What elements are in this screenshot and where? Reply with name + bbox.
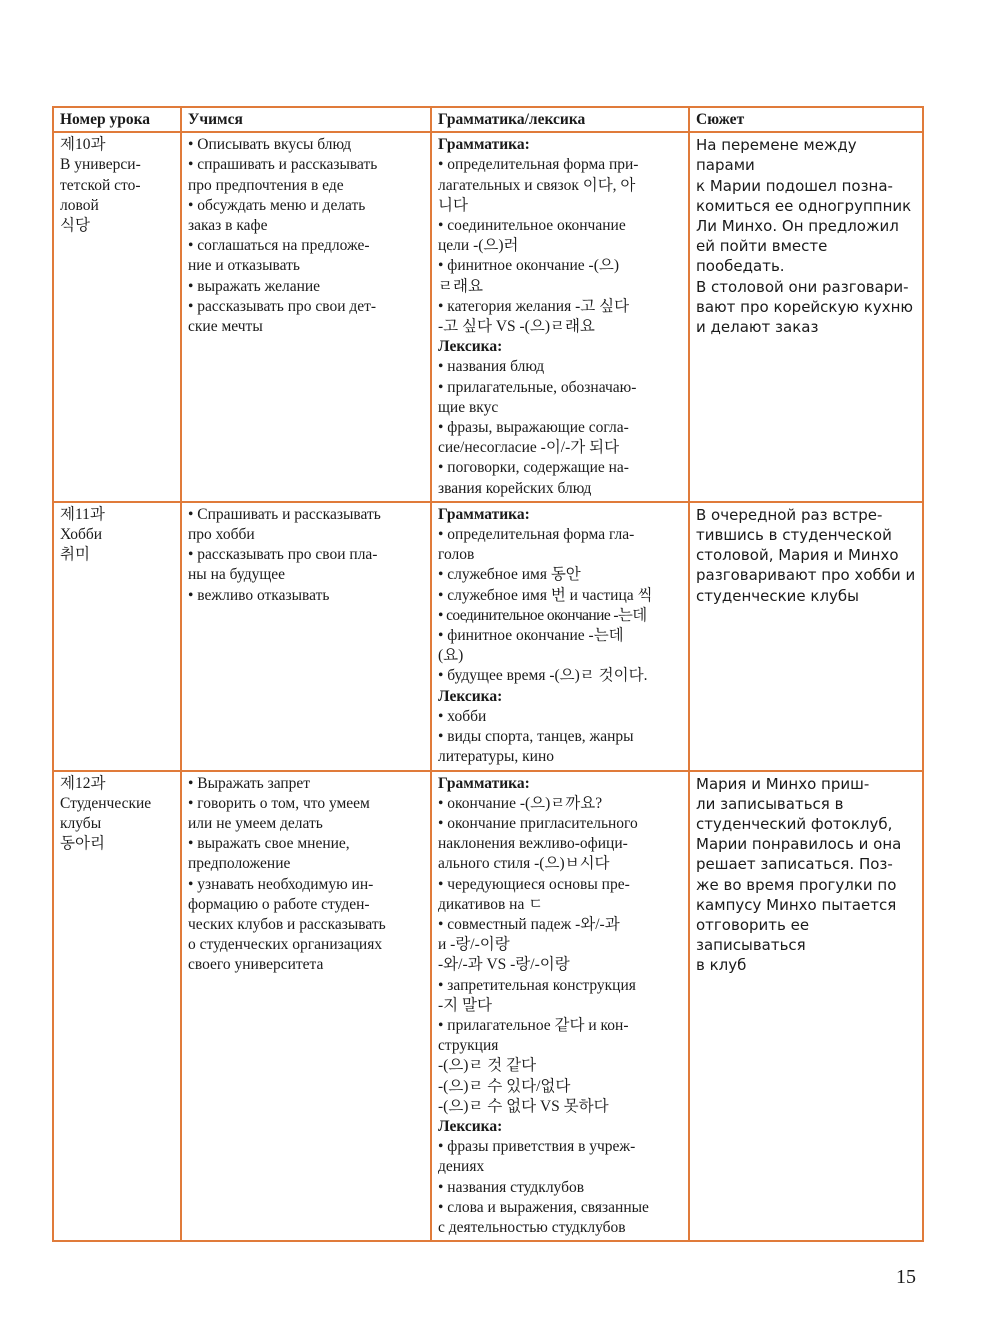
grammar-lexicon-cell [431, 132, 689, 502]
grammar-line: • служебное имя 동안 [438, 566, 581, 584]
header-lesson-number: Номер урока [53, 107, 181, 132]
grammar-line: • чередующиеся основы пре- [438, 875, 630, 893]
learning-line: • соглашаться на предложе- [188, 237, 370, 255]
grammar-line: -(으)ㄹ 수 없다 VS 못하다 [438, 1097, 609, 1115]
lexicon-line: щие вкус [438, 398, 499, 416]
learning-line: ны на будущее [188, 566, 286, 584]
plot-text: На перемене между парами к Марии подошел позна- комиться ее одногруппник Ли Минхо. Он предложил ей пойти вместе пообедать. В столовой они разговари- вают про корейскую кухню и делают заказ [696, 136, 914, 337]
lesson-title-line: клубы [60, 814, 102, 832]
grammar-line: и -랑/-이랑 [438, 936, 510, 954]
grammar-line: -고 싶다 VS -(으)ㄹ래요 [438, 318, 595, 336]
learning-line: • узнавать необходимую ин- [188, 875, 374, 893]
grammar-line: -와/-과 VS -랑/-이랑 [438, 956, 570, 974]
table-row [53, 132, 923, 502]
learning-line: своего университета [188, 956, 324, 974]
lexicon-line: • прилагательные, обозначаю- [438, 378, 637, 396]
lexicon-line: • слова и выражения, связанные [438, 1198, 649, 1216]
grammar-line: струкция [438, 1037, 499, 1055]
learning-line: • Выражать запрет [188, 774, 311, 792]
grammar-line: голов [438, 546, 475, 564]
lesson-cell [53, 771, 181, 1242]
learning-line: предположение [188, 855, 291, 873]
learning-line: • обсуждать меню и делать [188, 196, 366, 214]
learning-line: ческих клубов и рассказывать [188, 915, 386, 933]
learning-line: • рассказывать про свои дет- [188, 297, 377, 315]
learning-line: про предпочтения в еде [188, 176, 344, 194]
grammar-line: • определительная форма гла- [438, 526, 635, 544]
lesson-title-line: тетской сто- [60, 176, 141, 194]
lexicon-line: дениях [438, 1158, 485, 1176]
grammar-line: • соединительное окончание [438, 217, 626, 235]
grammar-heading: Грамматика: [438, 505, 530, 523]
grammar-line: ального стиля -(으)ㅂ시다 [438, 855, 610, 873]
lexicon-line: с деятельностью студклубов [438, 1218, 626, 1236]
lexicon-line: звания корейских блюд [438, 479, 592, 497]
grammar-line: наклонения вежливо-офици- [438, 835, 628, 853]
lexicon-heading: Лексика: [438, 687, 503, 705]
grammar-line: • окончание -(으)ㄹ까요? [438, 794, 603, 812]
lexicon-line: • поговорки, содержащие на- [438, 459, 629, 477]
learning-line: • Спрашивать и рассказывать [188, 505, 381, 523]
grammar-line: цели -(으)러 [438, 237, 519, 255]
lexicon-heading: Лексика: [438, 1117, 503, 1135]
lesson-title-korean: 취미 [60, 546, 90, 564]
lesson-title-line: Хобби [60, 526, 103, 544]
lexicon-line: литературы, кино [438, 748, 555, 766]
learning-line: заказ в кафе [188, 217, 268, 235]
header-grammar-lexicon: Грамматика/лексика [431, 107, 689, 132]
grammar-line: лагательных и связок 이다, 아 [438, 176, 636, 194]
grammar-heading: Грамматика: [438, 136, 530, 154]
grammar-line: • запретительная конструкция [438, 976, 636, 994]
lesson-plan-table [52, 106, 924, 1242]
learning-line: • выражать свое мнение, [188, 835, 350, 853]
page-number: 15 [896, 1266, 916, 1288]
lesson-title-line: В универси- [60, 156, 141, 174]
lesson-number: 제12과 [60, 774, 106, 792]
learning-line: формацию о работе студен- [188, 895, 370, 913]
learning-line: ние и отказывать [188, 257, 300, 275]
learning-line: или не умеем делать [188, 814, 323, 832]
grammar-line: ㄹ래요 [438, 277, 483, 295]
learning-line: ские мечты [188, 318, 263, 336]
lesson-title-korean: 동아리 [60, 835, 105, 853]
grammar-line: • финитное окончание -는데 [438, 627, 624, 645]
lexicon-line: • названия студклубов [438, 1178, 585, 1196]
lesson-title-korean: 식당 [60, 217, 90, 235]
learning-line: • спрашивать и рассказывать [188, 156, 378, 174]
grammar-line: (요) [438, 647, 464, 665]
learning-line: • выражать желание [188, 277, 321, 295]
lesson-title-line: ловой [60, 196, 99, 214]
grammar-heading: Грамматика: [438, 774, 530, 792]
lexicon-line: сие/несогласие -이/-가 되다 [438, 439, 620, 457]
grammar-line: • будущее время -(으)ㄹ 것이다. [438, 667, 648, 685]
grammar-line: -지 말다 [438, 996, 492, 1014]
learning-line: • вежливо отказывать [188, 586, 330, 604]
lexicon-heading: Лексика: [438, 338, 503, 356]
plot-text: В очередной раз встре- тившись в студенческой столовой, Мария и Минхо разговаривают про хобби и студенческие клубы [696, 505, 916, 605]
grammar-line: -(으)ㄹ 것 같다 [438, 1057, 537, 1075]
lexicon-line: • хобби [438, 707, 487, 725]
grammar-line: дикативов на ㄷ [438, 895, 544, 913]
header-learning: Учимся [181, 107, 431, 132]
grammar-line: • прилагательное 같다 и кон- [438, 1016, 629, 1034]
learning-line: • рассказывать про свои пла- [188, 546, 378, 564]
lesson-cell [53, 132, 181, 502]
grammar-line: 니다 [438, 196, 468, 214]
learning-cell [181, 502, 431, 771]
grammar-lexicon-cell [431, 771, 689, 1242]
table-row [53, 771, 923, 1242]
lexicon-line: • названия блюд [438, 358, 545, 376]
learning-line: • Описывать вкусы блюд [188, 136, 352, 154]
grammar-line: • служебное имя 번 и частица 씩 [438, 586, 653, 604]
plot-text: Мария и Минхо приш- ли записываться в студенческий фотоклуб, Марии понравилось и она решает записаться. Поз- же во время прогулки по кампусу Минхо пытается отговорить ее записываться в клуб [696, 774, 902, 975]
lesson-title-line: Студенческие [60, 794, 152, 812]
learning-cell [181, 771, 431, 1242]
grammar-line: • определительная форма при- [438, 156, 639, 174]
lesson-number: 제11과 [60, 505, 105, 523]
grammar-line: • категория желания -고 싶다 [438, 297, 630, 315]
plot-cell [689, 771, 923, 1242]
lesson-cell [53, 502, 181, 771]
grammar-lexicon-cell [431, 502, 689, 771]
learning-line: о студенческих организациях [188, 936, 383, 954]
learning-line: про хобби [188, 526, 255, 544]
grammar-line: • соединительное окончание -는데 [438, 606, 647, 624]
lexicon-line: • фразы приветствия в учреж- [438, 1138, 636, 1156]
plot-cell [689, 502, 923, 771]
table-header-row [53, 107, 923, 132]
header-plot: Сюжет [689, 107, 923, 132]
grammar-line: -(으)ㄹ 수 있다/없다 [438, 1077, 571, 1095]
grammar-line: • окончание пригласительного [438, 814, 638, 832]
table-row [53, 502, 923, 771]
lexicon-line: • фразы, выражающие согла- [438, 419, 629, 437]
lesson-number: 제10과 [60, 136, 106, 154]
learning-line: • говорить о том, что умеем [188, 794, 370, 812]
grammar-line: • совместный падеж -와/-과 [438, 915, 620, 933]
grammar-line: • финитное окончание -(으) [438, 257, 620, 275]
plot-cell [689, 132, 923, 502]
lexicon-line: • виды спорта, танцев, жанры [438, 728, 634, 746]
learning-cell [181, 132, 431, 502]
